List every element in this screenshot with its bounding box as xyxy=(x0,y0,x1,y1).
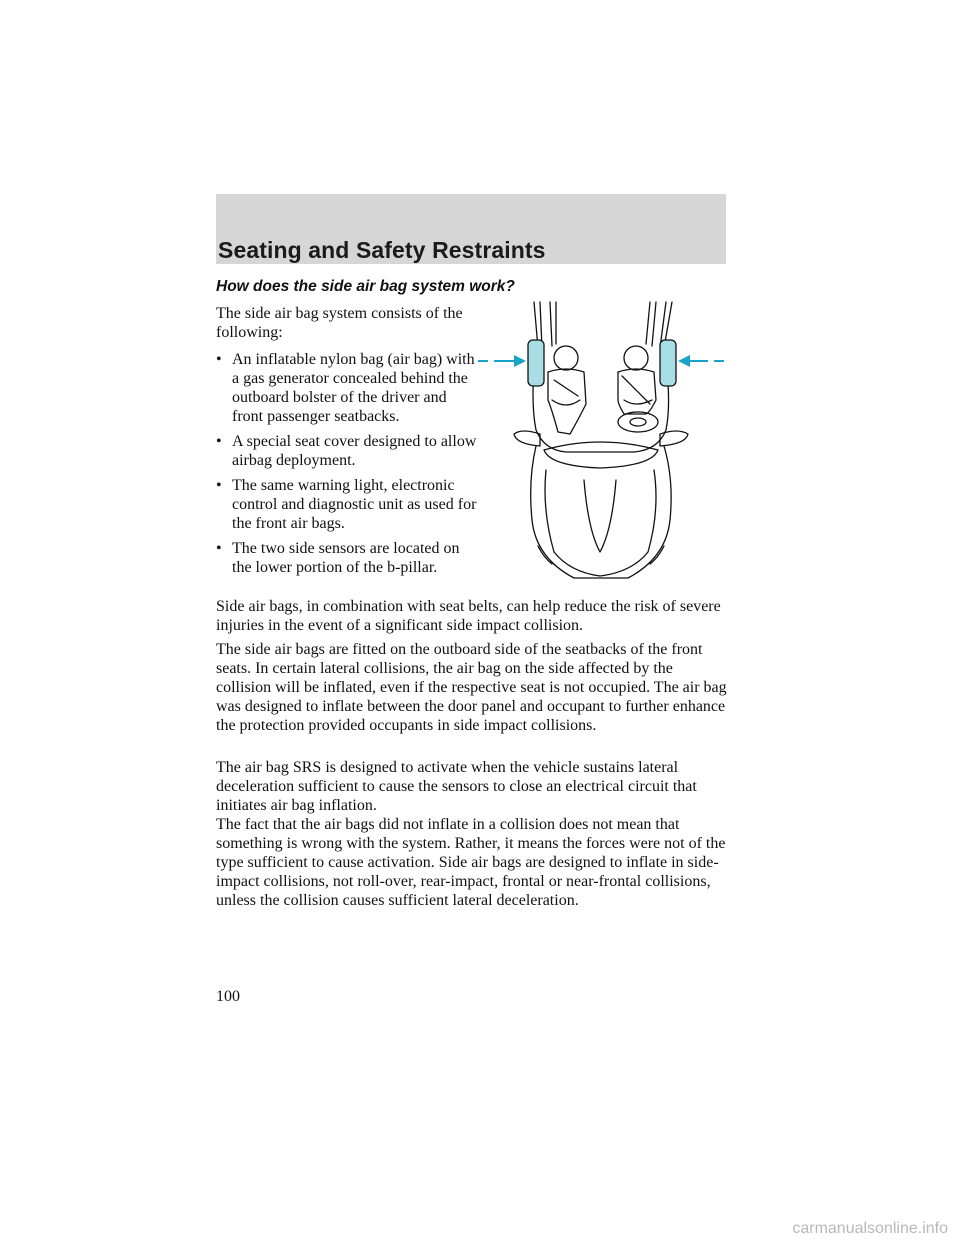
watermark: carmanualsonline.info xyxy=(792,1220,948,1237)
list-item: • The two side sensors are located on the lower portion of the b-pillar. xyxy=(216,540,460,576)
list-item: • A special seat cover designed to allow airbag deployment. xyxy=(216,433,477,469)
section-title: Seating and Safety Restraints xyxy=(218,237,546,263)
intro-text: The side air bag system consists of the following: xyxy=(216,305,463,341)
subheading: How does the side air bag system work? xyxy=(216,278,515,295)
paragraph: The side air bags are fitted on the outboard side of the seatbacks of the front seats. In certain lateral collisions, the air bag on the side affected by the collision will be inflated, even if the respective seat is not occupied. The air bag was designed to inflate between the door panel and occupant to further enhance the protection provided occupants in side impact collisions. xyxy=(216,641,727,734)
list-item: • An inflatable nylon bag (air bag) with a gas generator concealed behind the outboard bolster of the driver and front passenger seatbacks. xyxy=(216,351,475,425)
bullet-icon: • xyxy=(216,351,222,368)
paragraph: The air bag SRS is designed to activate when the vehicle sustains lateral deceleration sufficient to cause the sensors to close an electrical circuit that initiates air bag inflation. xyxy=(216,759,697,814)
paragraph: The fact that the air bags did not inflate in a collision does not mean that something is wrong with the system. Rather, it means the forces were not of the type sufficient to cause activation. Side air bags are designed to inflate in side-impact collisions, not roll-over, rear-impact, frontal or near-frontal collisions, unless the collision causes sufficient lateral deceleration. xyxy=(216,816,726,909)
paragraph: Side air bags, in combination with seat belts, can help reduce the risk of severe injuries in the event of a significant side impact collision. xyxy=(216,598,721,634)
page-number: 100 xyxy=(216,988,240,1005)
bullet-icon: • xyxy=(216,433,222,450)
component-list xyxy=(216,350,478,583)
side-airbag-illustration xyxy=(474,300,728,586)
list-item: • The same warning light, electronic control and diagnostic unit as used for the front air bags. xyxy=(216,477,477,532)
bullet-icon: • xyxy=(216,540,222,557)
bullet-icon: • xyxy=(216,477,222,494)
